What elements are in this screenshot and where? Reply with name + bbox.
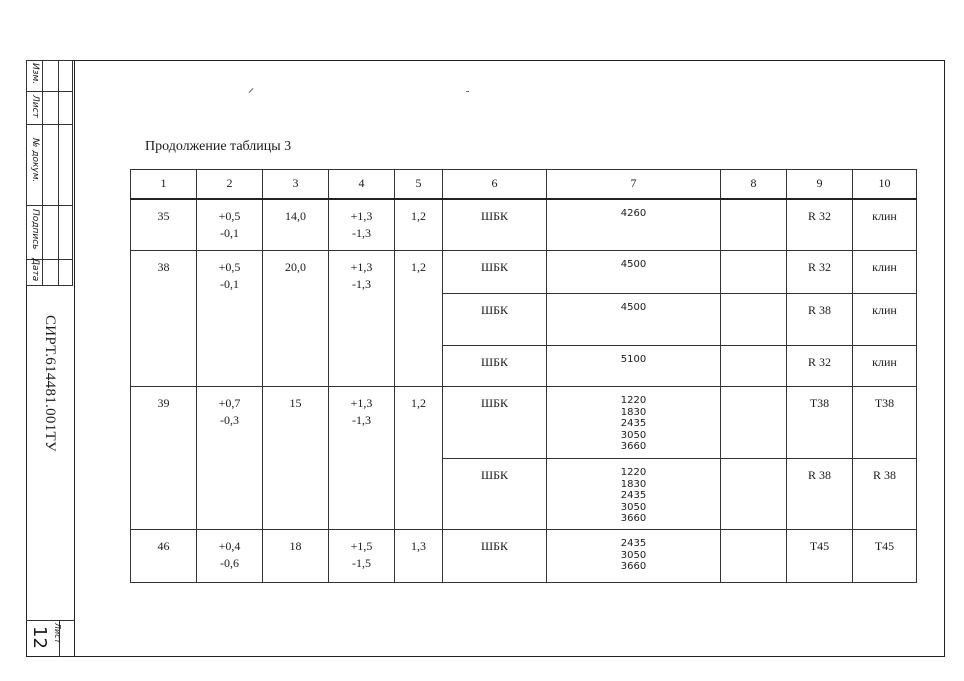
header-cell: 8: [721, 170, 787, 199]
cell-col6: [443, 294, 547, 346]
table-row: [131, 251, 917, 294]
cell-col7: [547, 387, 721, 459]
length-value: 1220: [620, 467, 647, 478]
cell-col2-lower: -0,1: [220, 277, 239, 291]
cell-col3: [263, 251, 329, 387]
cell-col9-text: Т45: [809, 539, 830, 553]
cell-col9-text: R 32: [807, 208, 831, 223]
length-value: 3050: [620, 501, 647, 513]
cell-col3-text: 18: [289, 539, 302, 553]
cell-col1-text: 38: [157, 260, 170, 274]
cell-col1: [131, 387, 197, 530]
cell-col4-lower: -1,3: [352, 277, 371, 291]
stamp-label-list: Лист: [30, 95, 40, 118]
cell-col9: [787, 294, 853, 346]
cell-col10-text: Т45: [874, 539, 895, 553]
cell-col2: [197, 387, 263, 530]
stamp-label-n-dokum: № докум.: [30, 138, 40, 183]
cell-col1: [131, 530, 197, 583]
cell-col5-text: 1,2: [411, 260, 426, 274]
length-value: 3660: [620, 513, 647, 524]
cell-col6: [443, 251, 547, 294]
cell-col9-text: R 32: [807, 260, 831, 274]
cell-col2: [197, 530, 263, 583]
header-cell: 9: [787, 170, 853, 199]
cell-col6: [443, 530, 547, 583]
header-cell: 5: [395, 170, 443, 199]
cell-col10: [853, 199, 917, 251]
cell-col7: [547, 199, 721, 251]
length-value: 1830: [620, 478, 647, 490]
cell-col8: [721, 387, 787, 459]
length-value: 4500: [620, 259, 647, 270]
cell-col9: [787, 530, 853, 583]
cell-col5: [395, 251, 443, 387]
length-value: 4260: [620, 207, 647, 219]
cell-col3: [263, 387, 329, 530]
cell-col5-text: 1,3: [411, 539, 426, 553]
cell-col1: [131, 199, 197, 251]
sheet-label: Лист: [53, 623, 62, 644]
cell-col7: [547, 294, 721, 346]
cell-col4: [329, 199, 395, 251]
cell-col1-text: 35: [157, 208, 170, 223]
cell-col9-text: R 32: [807, 355, 831, 369]
cell-col8-text: [721, 346, 786, 354]
specification-table: [130, 169, 917, 583]
cell-col6-text: ШБК: [481, 355, 508, 369]
cell-col8-text: [721, 459, 786, 467]
cell-col10: [853, 346, 917, 387]
cell-col4-lower: -1,3: [352, 225, 371, 240]
cell-col10: [853, 251, 917, 294]
cell-col6-text: ШБК: [481, 303, 508, 317]
cell-col6-text: ШБК: [481, 539, 508, 553]
cell-col5-text: 1,2: [411, 396, 426, 410]
scan-mark: [466, 91, 469, 92]
cell-col2-lower: -0,3: [220, 413, 239, 427]
cell-col10: [853, 530, 917, 583]
cell-col8: [721, 294, 787, 346]
length-value: 1220: [620, 395, 647, 406]
cell-col5: [395, 199, 443, 251]
cell-col4-upper: +1,3: [350, 260, 373, 274]
length-value: 4500: [620, 302, 647, 313]
cell-col2-upper: +0,5: [218, 208, 241, 223]
cell-col4-lower: -1,5: [352, 556, 371, 570]
cell-col8: [721, 530, 787, 583]
cell-col4: [329, 387, 395, 530]
cell-col10: [853, 459, 917, 530]
cell-col6: [443, 459, 547, 530]
cell-col1-text: 39: [157, 396, 170, 410]
cell-col2-upper: +0,4: [218, 539, 241, 553]
cell-col9-text: R 38: [807, 303, 831, 317]
cell-col6-text: ШБК: [481, 396, 508, 410]
stamp-label-data: Дата: [30, 258, 40, 282]
cell-col3-text: 20,0: [285, 260, 306, 274]
cell-col10: [853, 294, 917, 346]
cell-col9: [787, 459, 853, 530]
cell-col8-text: [721, 387, 786, 395]
length-value: 1830: [620, 406, 647, 418]
cell-col3: [263, 199, 329, 251]
cell-col2: [197, 199, 263, 251]
cell-col6: [443, 387, 547, 459]
cell-col10-text: клин: [872, 260, 897, 274]
cell-col3: [263, 530, 329, 583]
table-row: [131, 530, 917, 583]
header-row: [131, 170, 917, 199]
cell-col9-text: R 38: [807, 468, 831, 482]
cell-col10: [853, 387, 917, 459]
table-row: [131, 387, 917, 459]
cell-col8-text: [721, 200, 786, 208]
cell-col8-text: [721, 530, 786, 538]
cell-col1: [131, 251, 197, 387]
table-caption: Продолжение таблицы 3: [145, 139, 292, 154]
cell-col8: [721, 199, 787, 251]
stamp-label-izm: Изм.: [30, 63, 40, 85]
cell-col4-lower: -1,3: [352, 413, 371, 427]
cell-col2-upper: +0,7: [218, 396, 241, 410]
table-row: [131, 199, 917, 251]
length-value: 3660: [620, 441, 647, 452]
cell-col9-text: Т38: [809, 396, 830, 410]
cell-col6: [443, 199, 547, 251]
cell-col7: [547, 251, 721, 294]
cell-col10-text: клин: [872, 208, 897, 223]
cell-col2: [197, 251, 263, 387]
length-value: 2435: [620, 418, 647, 429]
cell-col2-lower: -0,1: [220, 225, 239, 240]
header-cell: 3: [263, 170, 329, 199]
cell-col10-text: Т38: [874, 396, 895, 410]
cell-col6-text: ШБК: [481, 468, 508, 482]
length-value: 3050: [620, 549, 647, 561]
cell-col8-text: [721, 251, 786, 259]
cell-col2-upper: +0,5: [218, 260, 241, 274]
header-cell: 4: [329, 170, 395, 199]
cell-col9: [787, 387, 853, 459]
header-cell: 2: [197, 170, 263, 199]
document-code: СИРТ.614481.001ТУ: [42, 315, 58, 452]
cell-col9: [787, 251, 853, 294]
cell-col3-text: 14,0: [285, 208, 306, 223]
cell-col7: [547, 530, 721, 583]
cell-col9: [787, 346, 853, 387]
cell-col3-text: 15: [289, 396, 302, 410]
cell-col4: [329, 251, 395, 387]
header-cell: 6: [443, 170, 547, 199]
page-number: 12: [29, 626, 50, 649]
length-value: 3050: [620, 429, 647, 441]
cell-col4-upper: +1,3: [350, 396, 373, 410]
cell-col4-upper: +1,3: [350, 208, 373, 223]
cell-col8-text: [721, 294, 786, 302]
cell-col10-text: клин: [872, 303, 897, 317]
length-value: 5100: [620, 354, 647, 365]
cell-col4-upper: +1,5: [350, 539, 373, 553]
length-value: 2435: [620, 538, 647, 549]
cell-col8: [721, 459, 787, 530]
cell-col10-text: R 38: [872, 468, 896, 482]
cell-col10-text: клин: [872, 355, 897, 369]
cell-col6-text: ШБК: [481, 208, 508, 223]
length-value: 3660: [620, 561, 647, 572]
cell-col5: [395, 530, 443, 583]
cell-col8: [721, 346, 787, 387]
header-cell: 1: [131, 170, 197, 199]
cell-col1-text: 46: [157, 539, 170, 553]
stamp-label-podpis: Подпись: [30, 209, 40, 250]
header-cell: 7: [547, 170, 721, 199]
cell-col9: [787, 199, 853, 251]
cell-col6: [443, 346, 547, 387]
cell-col7: [547, 346, 721, 387]
cell-col5: [395, 387, 443, 530]
cell-col6-text: ШБК: [481, 260, 508, 274]
cell-col2-lower: -0,6: [220, 556, 239, 570]
cell-col4: [329, 530, 395, 583]
length-value: 2435: [620, 490, 647, 501]
cell-col8: [721, 251, 787, 294]
cell-col7: [547, 459, 721, 530]
cell-col5-text: 1,2: [411, 208, 426, 223]
header-cell: 10: [853, 170, 917, 199]
